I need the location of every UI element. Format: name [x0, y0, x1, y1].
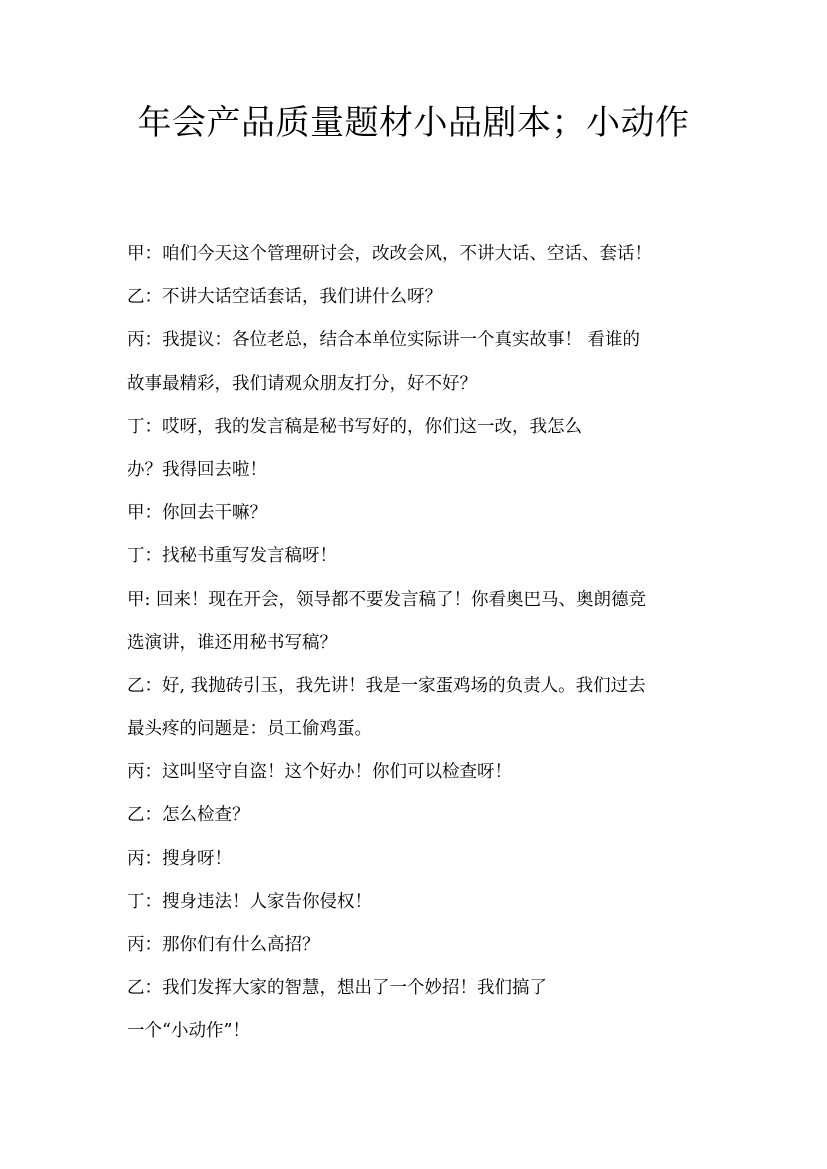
script-line: 乙：不讲大话空话套话，我们讲什么呀？ [127, 287, 442, 308]
script-line: 丙：我提议：各位老总，结合本单位实际讲一个真实故事！ 看谁的 [127, 330, 641, 351]
script-line: 丁：哎呀，我的发言稿是秘书写好的，你们这一改，我怎么 [127, 416, 582, 437]
script-body [127, 233, 717, 1054]
script-line: 丙：那你们有什么高招？ [127, 935, 320, 955]
script-line: 丙：这叫坚守自盗！这个好办！你们可以检查呀！ [127, 762, 512, 783]
script-line: 丙：搜身呀！ [127, 848, 232, 869]
script-line: 最头疼的问题是：员工偷鸡蛋。 [127, 719, 372, 740]
script-line: 选演讲，谁还用秘书写稿？ [127, 632, 337, 653]
script-line: 甲：咱们今天这个管理研讨会，改改会风，不讲大话、空话、套话！ [127, 244, 652, 264]
script-line: 故事最精彩，我们请观众朋友打分，好不好？ [127, 373, 477, 394]
script-line: 一个“小动作”！ [127, 1021, 250, 1042]
document-title: 年会产品质量题材小品剧本；小动作 [137, 103, 690, 143]
script-line: 办？我得回去啦！ [127, 459, 267, 480]
script-line: 丁：搜身违法！人家告你侵权！ [127, 891, 372, 912]
script-line: 甲：你回去干嘛？ [127, 503, 267, 524]
script-line: 乙：我们发挥大家的智慧，想出了一个妙招！我们搞了 [127, 978, 547, 999]
script-line: 丁：找秘书重写发言稿呀！ [127, 546, 337, 567]
script-line: 乙：好, 我抛砖引玉，我先讲！我是一家蛋鸡场的负责人。我们过去 [127, 675, 646, 696]
script-line: 甲: 回来！现在开会，领导都不要发言稿了！你看奥巴马、奥朗德竞 [127, 589, 646, 610]
script-line: 乙：怎么检查？ [127, 805, 250, 826]
